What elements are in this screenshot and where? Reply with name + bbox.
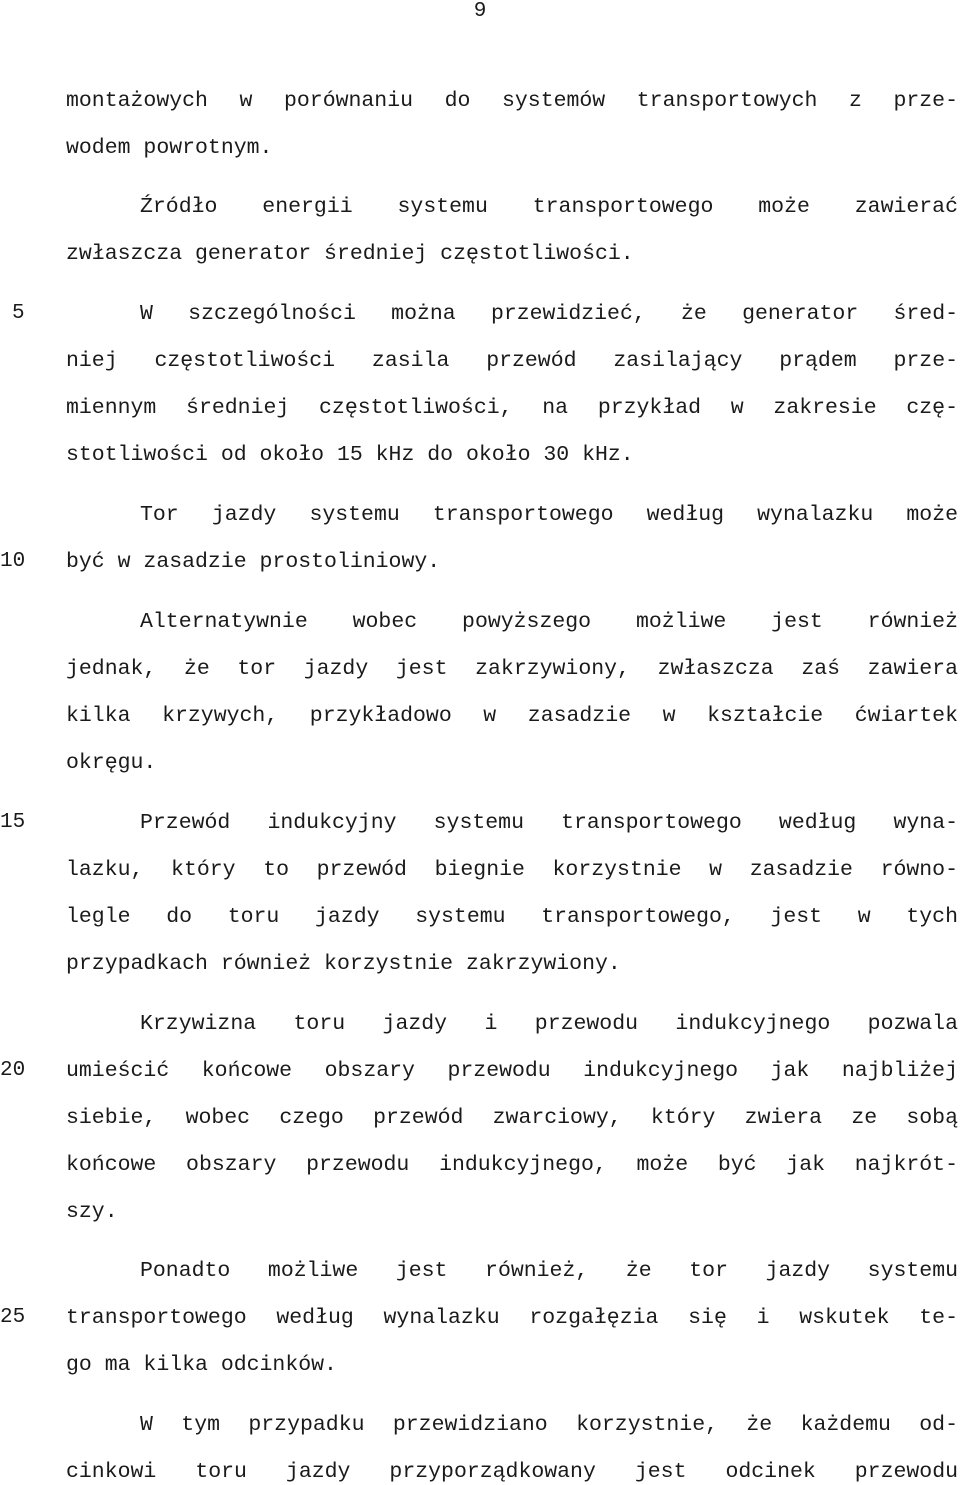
text-line: stotliwości od około 15 kHz do około 30 kHz.	[66, 443, 634, 467]
text-line: zwłaszcza generator średniej częstotliwości.	[66, 242, 634, 266]
text-line: wodem powrotnym.	[66, 136, 273, 160]
margin-number-20: 20	[0, 1059, 26, 1082]
text-line: siebie, wobec czego przewód zwarciowy, który zwiera ze sobą	[66, 1106, 958, 1130]
margin-number-25: 25	[0, 1306, 26, 1329]
text-line: montażowych w porównaniu do systemów transportowych z prze-	[66, 89, 958, 113]
text-line: Krzywizna toru jazdy i przewodu indukcyjnego pozwala	[140, 1012, 958, 1036]
text-line: jednak, że tor jazdy jest zakrzywiony, zwłaszcza zaś zawiera	[66, 657, 958, 681]
text-line: W tym przypadku przewidziano korzystnie, że każdemu od-	[140, 1413, 958, 1437]
text-line: Źródło energii systemu transportowego może zawierać	[140, 195, 958, 219]
text-line: cinkowi toru jazdy przyporządkowany jest odcinek przewodu	[66, 1460, 958, 1484]
text-line: go ma kilka odcinków.	[66, 1353, 337, 1377]
text-line: W szczególności można przewidzieć, że generator śred-	[140, 302, 958, 326]
text-line: Tor jazdy systemu transportowego według wynalazku może	[140, 503, 958, 527]
text-line: niej częstotliwości zasila przewód zasilający prądem prze-	[66, 349, 958, 373]
text-line: Ponadto możliwe jest również, że tor jazdy systemu	[140, 1259, 958, 1283]
text-line: okręgu.	[66, 751, 157, 775]
text-line: Alternatywnie wobec powyższego możliwe jest również	[140, 610, 958, 634]
margin-number-5: 5	[12, 302, 25, 325]
text-line: szy.	[66, 1200, 118, 1224]
text-line: lazku, który to przewód biegnie korzystnie w zasadzie równo-	[66, 858, 958, 882]
margin-number-15: 15	[0, 811, 26, 834]
page-number: 9	[473, 0, 487, 23]
text-line: transportowego według wynalazku rozgałęzia się i wskutek te-	[66, 1306, 958, 1330]
text-line: legle do toru jazdy systemu transportowego, jest w tych	[66, 905, 958, 929]
margin-number-10: 10	[0, 550, 26, 573]
text-line: umieścić końcowe obszary przewodu indukcyjnego jak najbliżej	[66, 1059, 958, 1083]
text-line: miennym średniej częstotliwości, na przykład w zakresie czę-	[66, 396, 958, 420]
text-line: przypadkach również korzystnie zakrzywiony.	[66, 952, 621, 976]
text-line: Przewód indukcyjny systemu transportowego według wyna-	[140, 811, 958, 835]
text-line: końcowe obszary przewodu indukcyjnego, może być jak najkrót-	[66, 1153, 958, 1177]
text-line: kilka krzywych, przykładowo w zasadzie w kształcie ćwiartek	[66, 704, 958, 728]
text-line: być w zasadzie prostoliniowy.	[66, 550, 441, 574]
